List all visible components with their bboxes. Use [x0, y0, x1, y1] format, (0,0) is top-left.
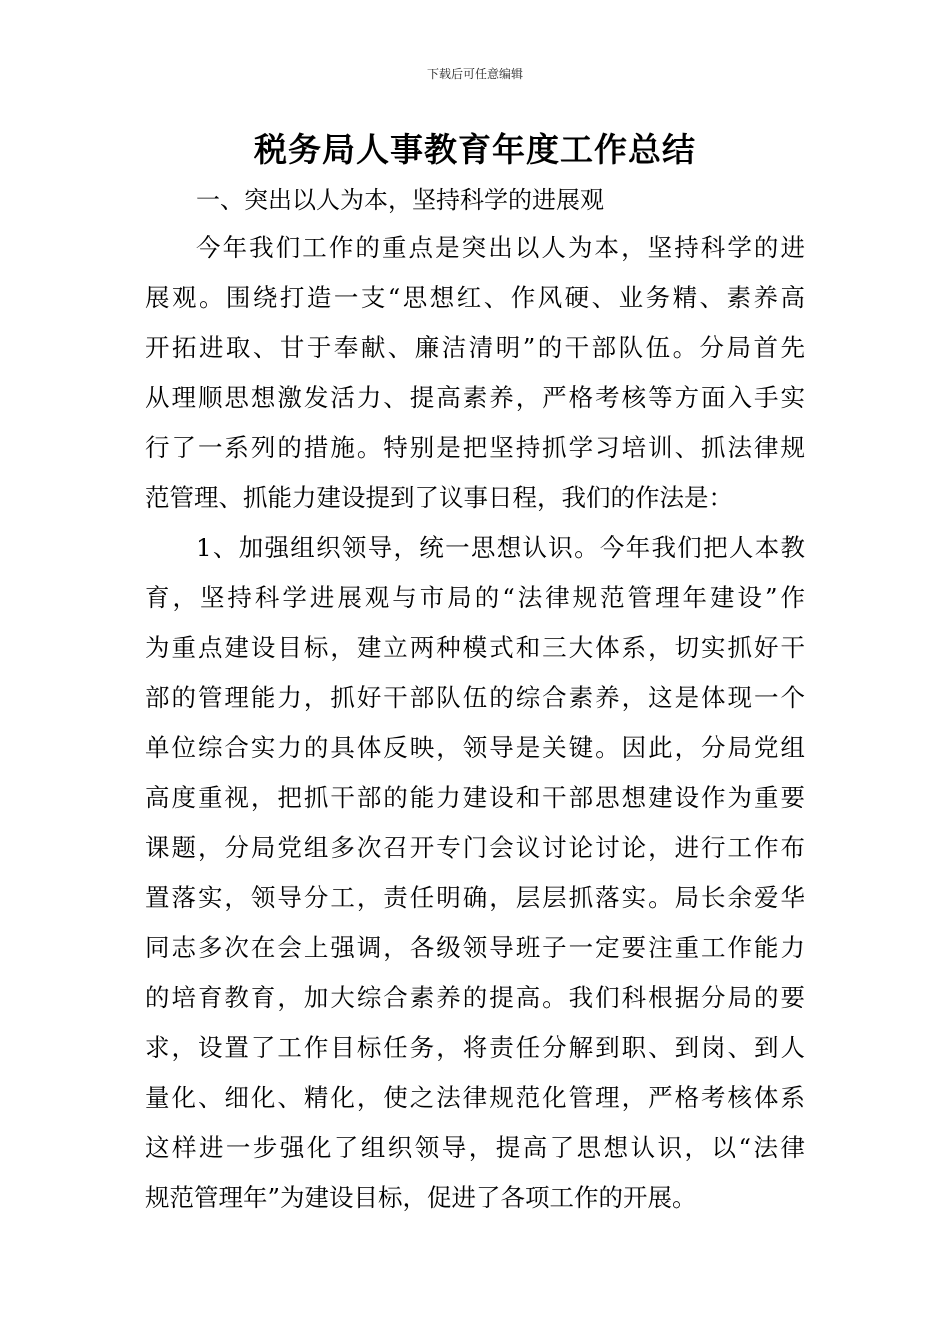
paragraph-line: 置落实，领导分工，责任明确，层层抓落实。局长余爱华: [145, 883, 805, 912]
paragraph-line: 开拓进取、甘于奉献、廉洁清明”的干部队伍。分局首先: [145, 333, 805, 362]
paragraph-line: 求，设置了工作目标任务，将责任分解到职、到岗、到人: [145, 1033, 805, 1062]
paragraph-line: 行了一系列的措施。特别是把坚持抓学习培训、抓法律规: [145, 433, 805, 462]
header-note: 下载后可任意编辑: [426, 67, 523, 81]
paragraph-line: 量化、细化、精化，使之法律规范化管理，严格考核体系: [145, 1083, 805, 1112]
document-title: 税务局人事教育年度工作总结: [254, 130, 696, 169]
section-heading: 一、突出以人为本，坚持科学的进展观: [196, 186, 604, 214]
paragraph-line: 同志多次在会上强调，各级领导班子一定要注重工作能力: [145, 933, 805, 962]
paragraph-line: 规范管理年”为建设目标，促进了各项工作的开展。: [145, 1183, 697, 1212]
paragraph-line: 这样进一步强化了组织领导，提高了思想认识，以“法律: [145, 1133, 805, 1162]
paragraph-line: 1、加强组织领导，统一思想认识。今年我们把人本教: [196, 533, 805, 562]
paragraph-line: 展观。围绕打造一支“思想红、作风硬、业务精、素养高: [145, 283, 805, 312]
paragraph-line: 的培育教育，加大综合素养的提高。我们科根据分局的要: [145, 983, 805, 1012]
paragraph-line: 从理顺思想激发活力、提高素养，严格考核等方面入手实: [145, 383, 805, 412]
paragraph-line: 今年我们工作的重点是突出以人为本，坚持科学的进: [196, 233, 805, 262]
paragraph-line: 范管理、抓能力建设提到了议事日程，我们的作法是：: [145, 483, 733, 512]
paragraph-line: 高度重视，把抓干部的能力建设和干部思想建设作为重要: [145, 783, 805, 812]
paragraph-line: 为重点建设目标，建立两种模式和三大体系，切实抓好干: [145, 633, 805, 662]
paragraph-line: 部的管理能力，抓好干部队伍的综合素养，这是体现一个: [145, 683, 805, 712]
paragraph-line: 课题，分局党组多次召开专门会议讨论讨论，进行工作布: [145, 833, 805, 862]
paragraph-line: 育，坚持科学进展观与市局的“法律规范管理年建设”作: [145, 583, 805, 612]
paragraph-line: 单位综合实力的具体反映，领导是关键。因此，分局党组: [145, 733, 805, 762]
